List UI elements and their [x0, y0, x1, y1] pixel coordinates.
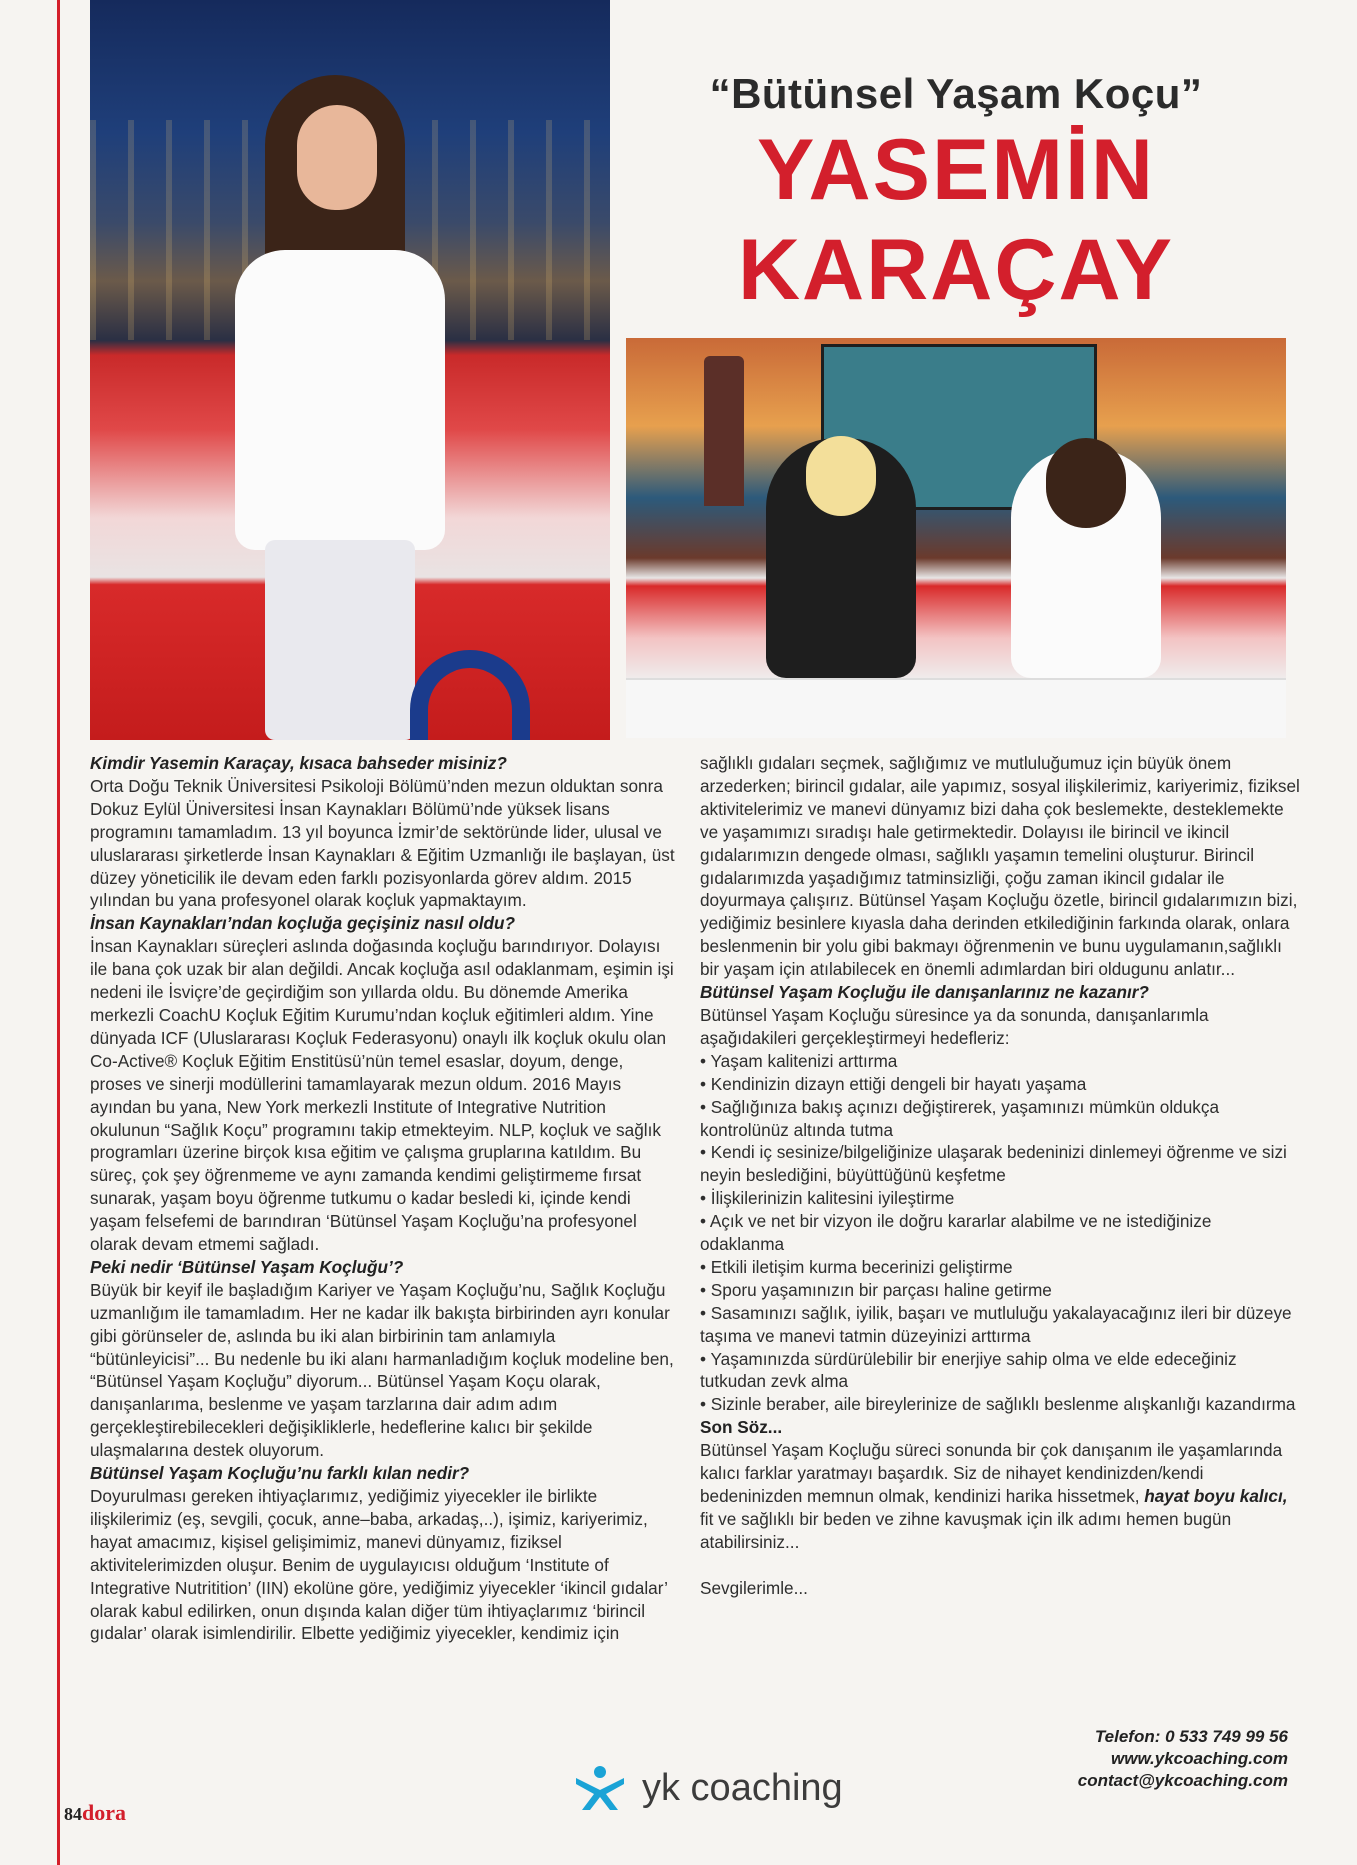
title-line-1: YASEMİN [757, 122, 1155, 218]
paragraph: • Yaşam kalitenizi arttırma [700, 1050, 898, 1071]
person-figure [235, 75, 445, 740]
paragraph: İnsan Kaynakları süreçleri aslında doğasında koçluğu barındırıyor. Dolayısı ile bana çok uzak bir alan değildi. Ancak koçluğa asıl odaklanmam, eşimin işi nedeni ile İsviçre’de geçirdiğim son yıllarda oldu. Bu dönemde Amerika merkezli CoachU Koçluk Eğitim Kurumu’ndan koçluk eğitimleri aldım. Yine dünyada ICF (Uluslararası Koçluk Federasyonu) onaylı ilk koçluk okulu olan Co-Active® Koçluk Eğitim Enstitüsü’nün temel esaslar, doyum, denge, proses ve sinerji modüllerini tamamlayarak mezun oldum. 2016 Mayıs ayından bu yana, New York merkezli Institute of Integrative Nutrition okulunun “Sağlık Koçu” programını takip etmekteyim. NLP, koçluk ve sağlık programları üzerine birçok kısa eğitim ve çalışma gruplarına katıldım. Bu süreç, çok şey öğrenmeme ve aynı zamanda kendimi geliştirmeme fırsat sunarak, yaşam boyu öğrenme tutkumu o kadar besledi ki, içinde kendi yaşam felsefemi de barındıran ‘Bütünsel Yaşam Koçluğu’na profesyonel olarak devam etmemi sağladı. [90, 936, 674, 1255]
section-heading: Son Söz... [700, 1417, 783, 1438]
page-footer [64, 1800, 126, 1826]
right-text-column [700, 752, 1300, 1600]
paragraph [700, 1439, 1300, 1554]
section-heading: İnsan Kaynakları’ndan koçluğa geçişiniz nasıl oldu? [90, 913, 516, 934]
tv-studio-photo [626, 338, 1286, 738]
paragraph: • Sasamınızı sağlık, iyilik, başarı ve mutluluğu yakalayacağınız ileri bir düzeye taşıma ve manevi tatmin düzeyinizi arttırma [700, 1302, 1292, 1346]
paragraph-text: Bütünsel Yaşam Koçluğu süreci sonunda bir çok danışanım ile yaşamlarında kalıcı farklar yaratmayı başardık. Siz de nihayet kendinizden/kendi bedeninizden memnun olmak, kendinizi harika hissetmek, [700, 1440, 1283, 1506]
section-heading: Bütünsel Yaşam Koçluğu ile danışanlarınız ne kazanır? [700, 982, 1149, 1003]
article-title [626, 120, 1286, 320]
paragraph: • Sporu yaşamınızın bir parçası haline getirme [700, 1279, 1052, 1300]
section-heading: Bütünsel Yaşam Koçluğu’nu farklı kılan nedir? [90, 1463, 470, 1484]
section-heading: Peki nedir ‘Bütünsel Yaşam Koçluğu’? [90, 1256, 404, 1277]
paragraph: Bütünsel Yaşam Koçluğu süresince ya da sonunda, danışanlarımla aşağıdakileri gerçekleştirmeyi hedefleriz: [700, 1004, 1209, 1048]
paragraph-text: fit ve sağlıklı bir beden ve zihne kavuşmak için ilk adımı hemen bugün atabilirsiniz... [700, 1508, 1232, 1552]
paragraph: • Kendi iç sesinize/bilgeliğinize ulaşarak bedeninizi dinlemeyi öğrenme ve sizi neyin beslediğini, büyüttüğünü keşfetme [700, 1142, 1287, 1186]
left-text-column [90, 752, 675, 1645]
paragraph: • Etkili iletişim kurma becerinizi geliştirme [700, 1256, 1013, 1277]
paragraph: sağlıklı gıdaları seçmek, sağlığımız ve mutluluğumuz için büyük önem arzederken; birincil gıdalar, aile yapımız, sosyal ilişkilerimiz, kariyerimiz, fiziksel aktivitelerimiz ve manevi dünyamız bizi daha çok beslemekte, desteklemekte ve yaşamımızı sıradışı hale getirmektedir. Dolayısı ile birincil ve ikincil gıdalarımızın dengede olması, sağlıklı yaşamın temelini oluşturur. Birincil gıdalarımızda yaşadığımız tatminsizliği, çoğu zaman ikincil gıdalar ile doyurmaya çalışırız. Bütünsel Yaşam Koçluğu özetle, birincil gıdalarımızın bizi, yediğimiz besinlere kıyasla daha derinden etkilediğinin farkında olarak, onlara beslenmenin bir yolu gibi bakmayı öğrenmenin ve bunu uygulamanın,sağlıklı bir yaşam için atılabilecek en önemli adımlardan biri oldugunu anlatır... [700, 753, 1300, 980]
paragraph: Büyük bir keyif ile başladığım Kariyer ve Yaşam Koçluğu’nu, Sağlık Koçluğu uzmanlığım ile tamamladım. Her ne kadar ilk bakışta birbirinden ayrı konular gibi görünseler de, aslında bu iki alan birbirinin tam anlamıyla “bütünleyicisi”... Bu nedenle bu iki alanı harmanladığım koçluk modeline ben, “Bütünsel Yaşam Koçluğu” diyorum... Bütünsel Yaşam Koçu olarak, danışanlarıma, beslenme ve yaşam tarzlarına dair adım adım gerçekleştirebilecekleri değişikliklerle, hedeflerine kalıcı bir şekilde ulaşmalarına destek oluyorum. [90, 1279, 674, 1461]
paragraph: • Sağlığınıza bakış açınızı değiştirerek, yaşamınızı mümkün oldukça kontrolünüz altında tutma [700, 1096, 1220, 1140]
paragraph: Sevgilerimle... [700, 1577, 808, 1598]
paragraph: • Kendinizin dizayn ettiği dengeli bir hayatı yaşama [700, 1073, 1087, 1094]
portrait-photo [90, 0, 610, 740]
magazine-name: dora [82, 1800, 126, 1825]
paragraph-spacer [700, 1554, 1300, 1577]
article-subtitle: “Bütünsel Yaşam Koçu” [709, 70, 1203, 117]
paragraph: Orta Doğu Teknik Üniversitesi Psikoloji Bölümü’nden mezun olduktan sonra Dokuz Eylül Üniversitesi İnsan Kaynakları Bölümü’nde yüksek lisans programını tamamladım. 13 yıl boyunca İzmir’de sektöründe lider, ulusal ve uluslararası şirketlerde İnsan Kaynakları & Eğitim Uzmanlığı ile başlayan, üst düzey yöneticilik ile devam eden farklı pozisyonlarda görev aldım. 2015 yılından bu yana profesyonel olarak koçluk yapmaktayım. [90, 775, 675, 911]
paragraph: • Sizinle beraber, aile bireylerinize de sağlıklı beslenme alışkanlığı kazandırma [700, 1394, 1296, 1415]
contact-web[interactable]: www.ykcoaching.com [1111, 1749, 1288, 1768]
title-line-2: KARAÇAY [737, 222, 1175, 318]
paragraph: Doyurulması gereken ihtiyaçlarımız, yediğimiz yiyecekler ile birlikte ilişkilerimiz (eş, sevgili, çocuk, anne–baba, arkadaş,..), işimiz, kariyerimiz, hayat amacımız, kişisel gelişimimiz, manevi dünyamız, fiziksel aktivitelerimizden oluşur. Benim de uygulayıcısı olduğum ‘Institute of Integrative Nutritition’ (IIN) ekolüne göre, yediğimiz yiyecekler ‘ikincil gıdalar’ olarak kabul edilirken, onun dışında kalan diğer tüm ihtiyaçlarımız ‘birincil gıdalar’ olarak isimlendirilir. Elbette yediğimiz yiyecekler, kendimiz için [90, 1486, 668, 1644]
yk-coaching-logo-icon [572, 1764, 628, 1812]
paragraph: • Açık ve net bir vizyon ile doğru kararlar alabilme ve ne istediğinize odaklanma [700, 1211, 1212, 1255]
contact-phone: Telefon: 0 533 749 99 56 [1094, 1727, 1288, 1746]
paragraph: • İlişkilerinizin kalitesini iyileştirme [700, 1188, 955, 1209]
brand-name: yk coaching [642, 1766, 843, 1809]
brand-logo [572, 1762, 843, 1814]
contact-block [1000, 1726, 1288, 1792]
section-heading: Kimdir Yasemin Karaçay, kısaca bahseder misiniz? [90, 753, 507, 773]
contact-email[interactable]: contact@ykcoaching.com [1077, 1771, 1288, 1790]
emphasis-text: hayat boyu kalıcı, [1144, 1486, 1288, 1506]
left-red-rule [57, 0, 60, 1865]
page-number: 84 [64, 1804, 82, 1824]
paragraph: • Yaşamınızda sürdürülebilir bir enerjiye sahip olma ve elde edeceğiniz tutkudan zevk alma [700, 1348, 1237, 1392]
